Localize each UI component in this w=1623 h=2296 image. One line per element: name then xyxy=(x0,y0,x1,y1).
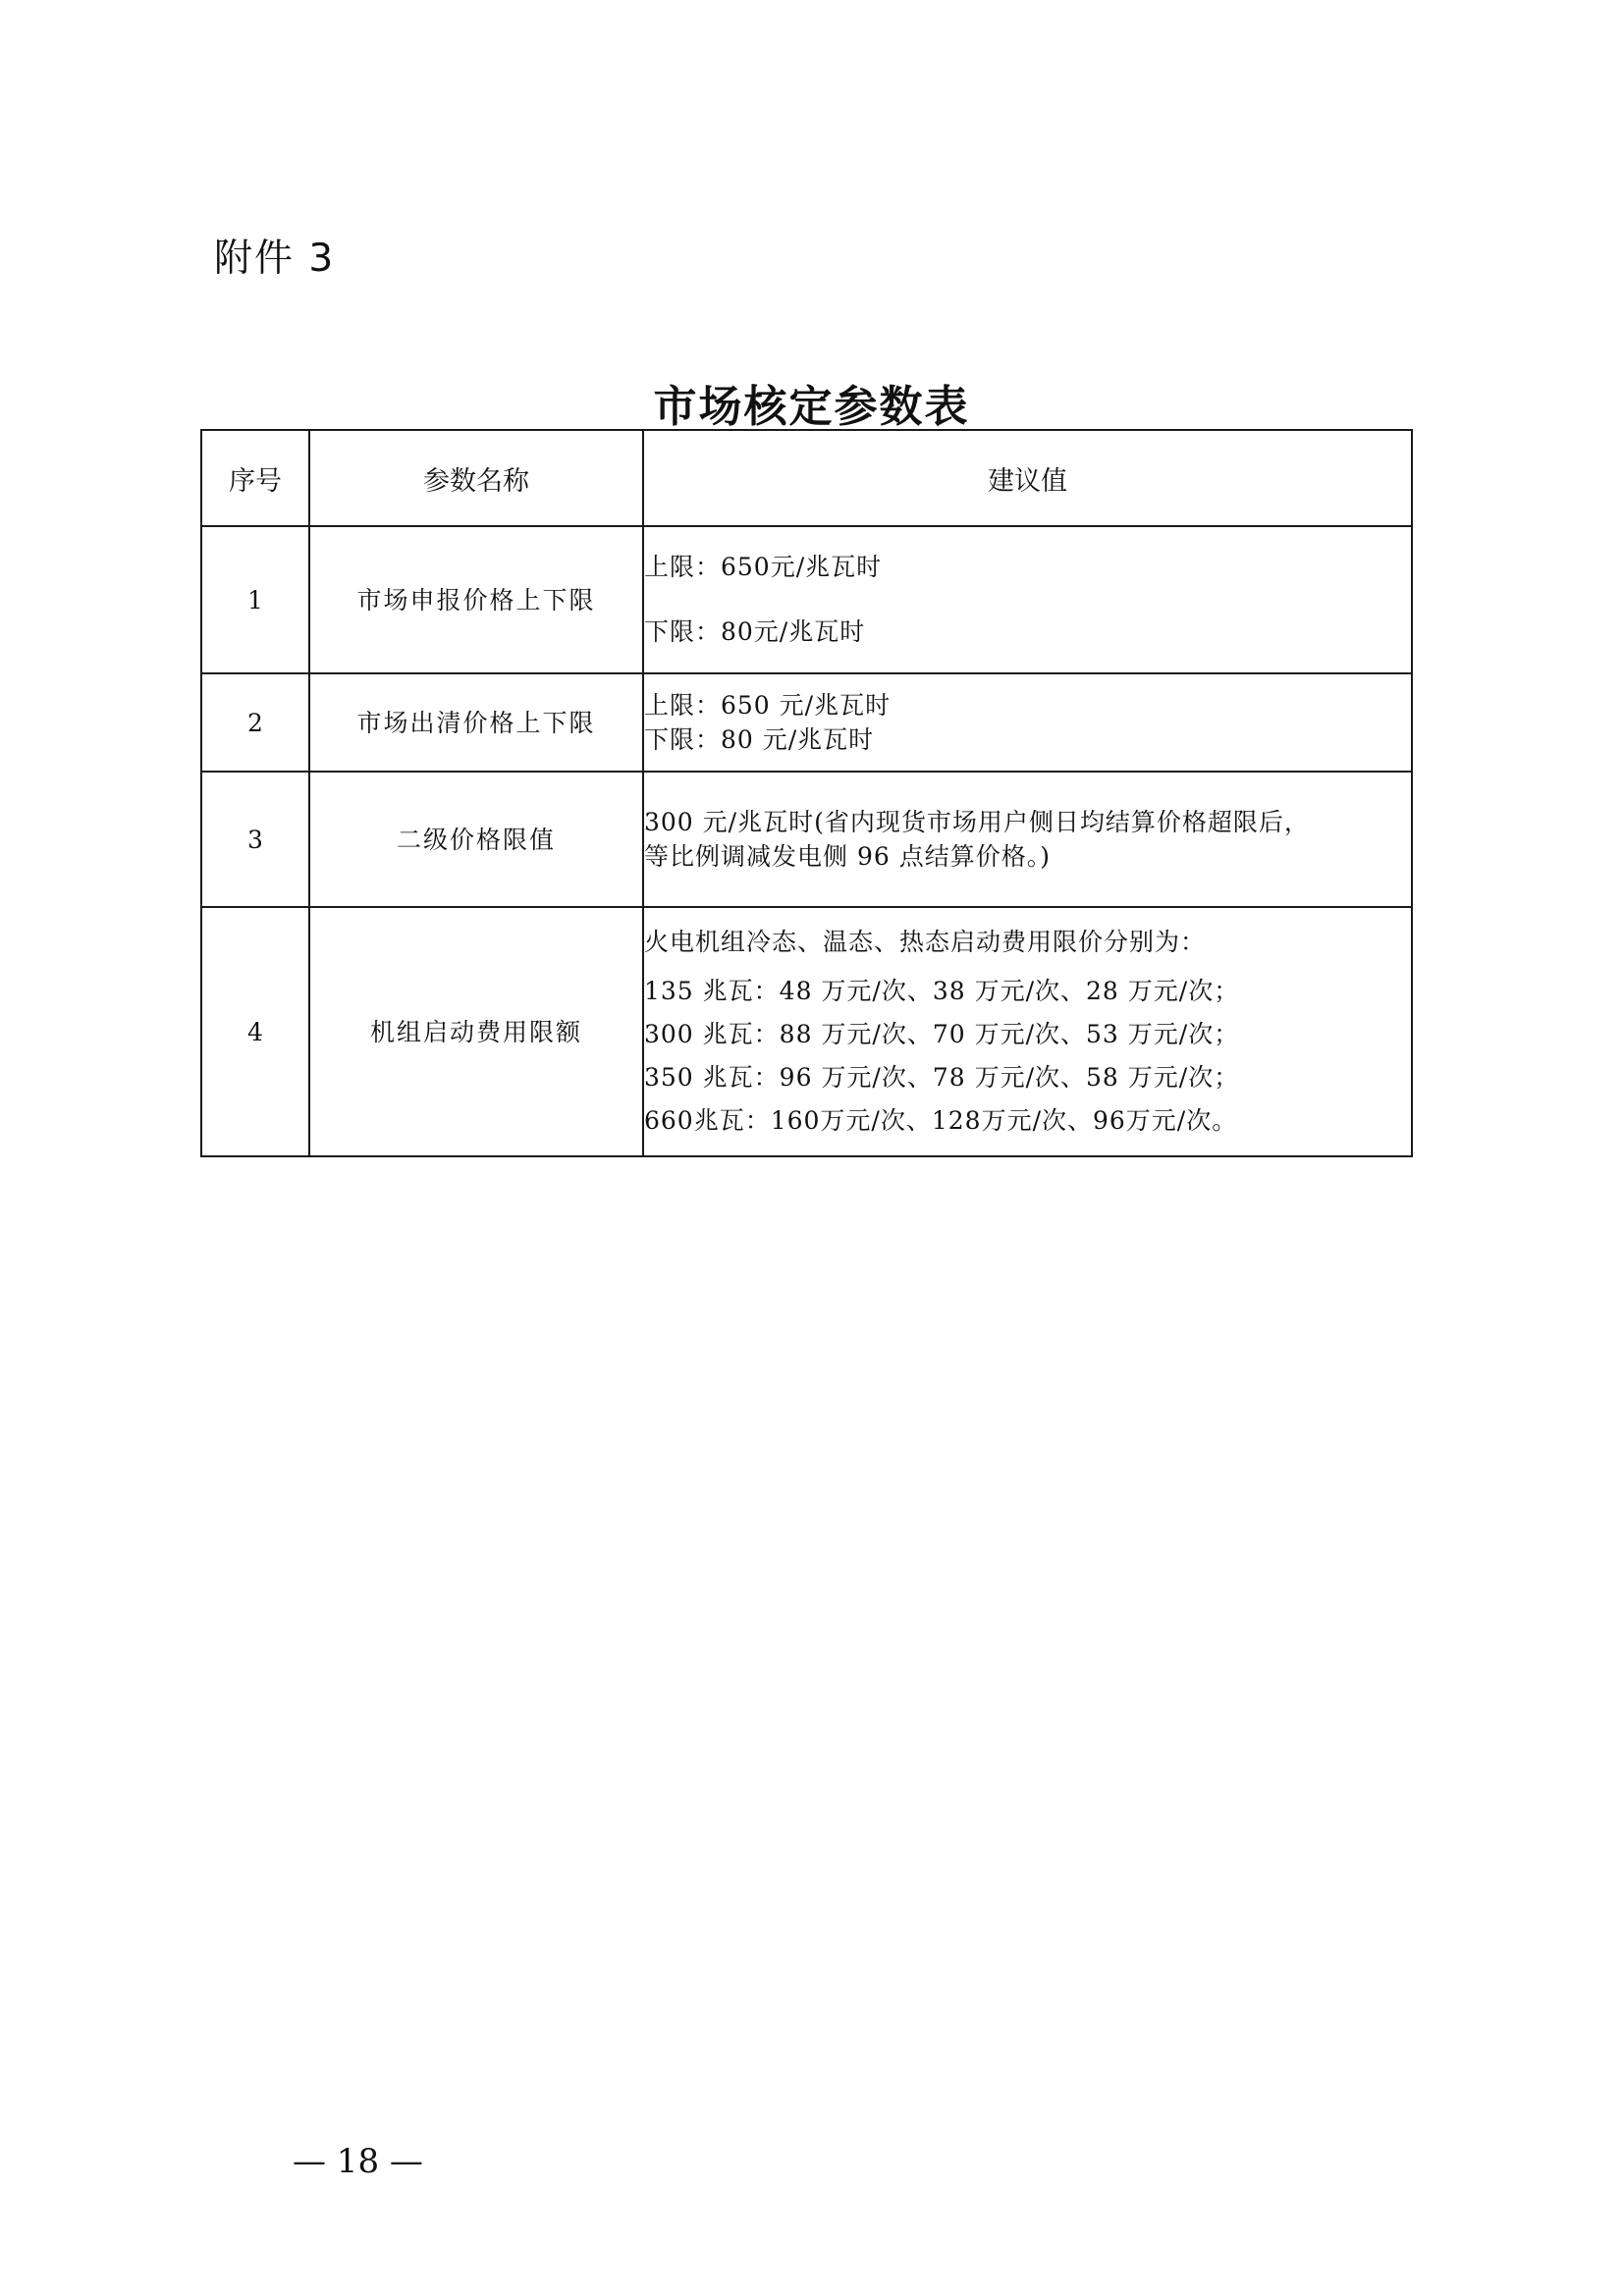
value-line: 660兆瓦：160万元/次、128万元/次、96万元/次。 xyxy=(644,1106,1238,1135)
value-line: 火电机组冷态、温态、热态启动费用限价分别为： xyxy=(644,928,1207,956)
value-line: 135 兆瓦：48 万元/次、38 万元/次、28 万元/次； xyxy=(644,977,1240,1005)
table-row xyxy=(201,526,1412,673)
value-line: 上限：650元/兆瓦时 xyxy=(644,553,883,581)
table-row xyxy=(201,907,1412,1156)
value-line: 下限：80元/兆瓦时 xyxy=(644,617,866,646)
row-number: 1 xyxy=(201,526,309,673)
value-line: 下限：80 元/兆瓦时 xyxy=(644,725,875,754)
value-line: 300 兆瓦：88 万元/次、70 万元/次、53 万元/次； xyxy=(644,1020,1240,1048)
value-line: 等比例调减发电侧 96 点结算价格。) xyxy=(644,842,1051,871)
param-name: 二级价格限值 xyxy=(309,772,643,907)
row-number: 3 xyxy=(201,772,309,907)
table-row xyxy=(201,673,1412,772)
value-line: 350 兆瓦：96 万元/次、78 万元/次、58 万元/次； xyxy=(644,1063,1240,1092)
value-line: 300 元/兆瓦时(省内现货市场用户侧日均结算价格超限后， xyxy=(644,808,1310,836)
header-param-name: 参数名称 xyxy=(309,430,643,526)
row-number: 2 xyxy=(201,673,309,772)
param-name: 市场申报价格上下限 xyxy=(309,526,643,673)
param-name: 市场出清价格上下限 xyxy=(309,673,643,772)
suggested-value xyxy=(643,526,1412,673)
param-name: 机组启动费用限额 xyxy=(309,907,643,1156)
row-number: 4 xyxy=(201,907,309,1156)
table-header-row xyxy=(201,430,1412,526)
suggested-value xyxy=(643,907,1412,1156)
suggested-value xyxy=(643,673,1412,772)
document-title: 市场核定参数表 xyxy=(653,382,970,432)
attachment-label: 附件 3 xyxy=(214,237,336,281)
page-number: — 18 — xyxy=(293,2142,423,2181)
header-no: 序号 xyxy=(201,430,309,526)
header-suggested-value: 建议值 xyxy=(643,430,1412,526)
suggested-value xyxy=(643,772,1412,907)
table-row xyxy=(201,772,1412,907)
parameters-table xyxy=(200,429,1413,1157)
value-line: 上限：650 元/兆瓦时 xyxy=(644,691,892,720)
